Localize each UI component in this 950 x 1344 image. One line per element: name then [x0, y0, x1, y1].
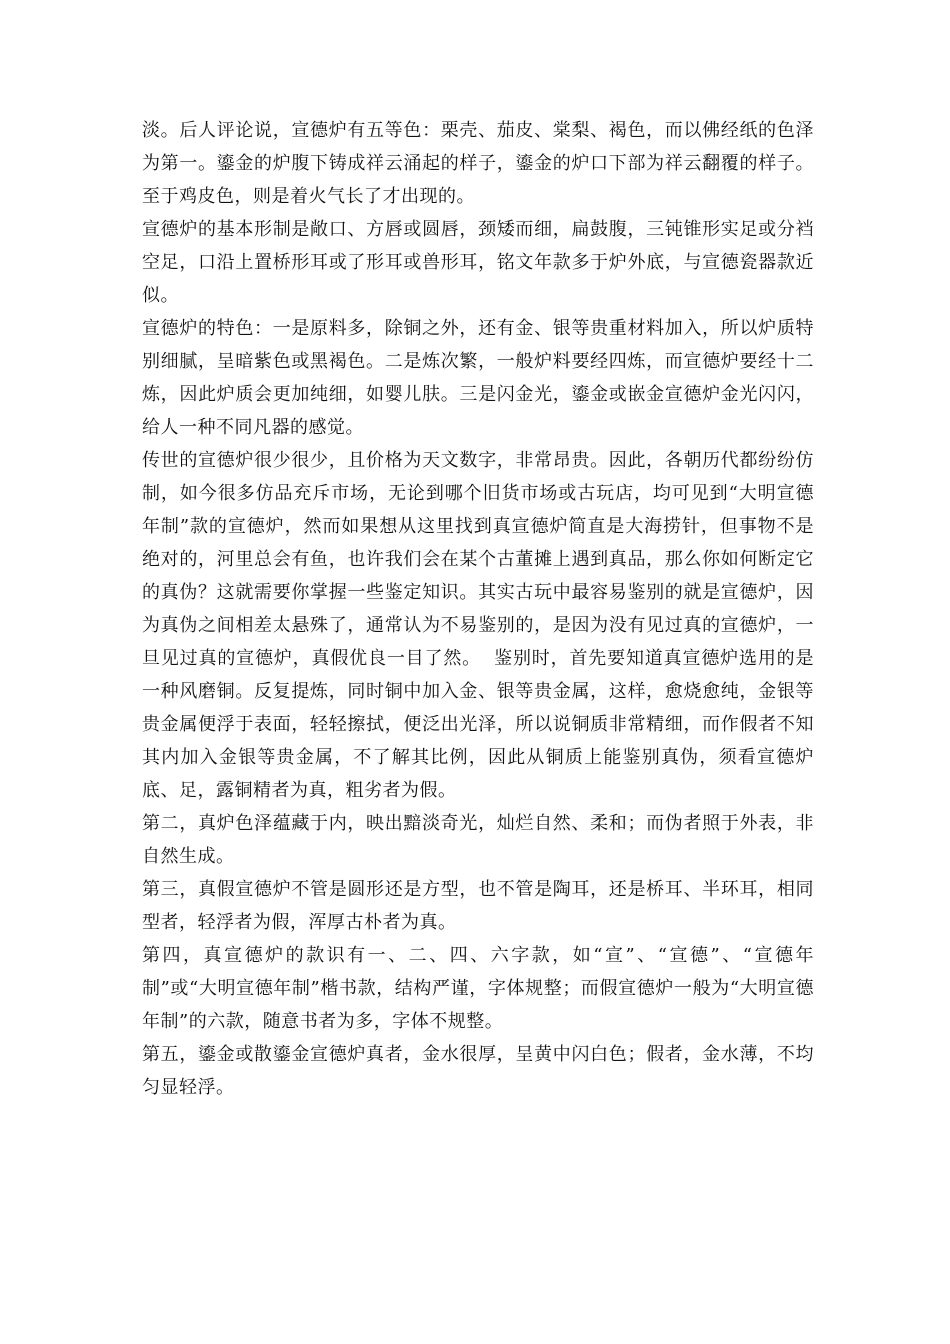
paragraph-7: 第四，真宣德炉的款识有一、二、四、六字款，如“宣”、“宣德”、“宣德年制”或“大明宣德年制”楷书款，结构严谨，字体规整；而假宣德炉一般为“大明宣德年制”的六款，随意书者为多，字体不规整。 [142, 945, 814, 1032]
document-body [142, 114, 814, 1104]
paragraph-4: 传世的宣德炉很少很少，且价格为天文数字，非常昂贵。因此，各朝历代都纷纷仿制，如今很多仿品充斥市场，无论到哪个旧货市场或古玩店，均可见到“大明宣德年制”款的宣德炉，然而如果想从这里找到真宣德炉简直是大海捞针，但事物不是绝对的，河里总会有鱼，也许我们会在某个古董摊上遇到真品，那么你如何断定它的真伪？这就需要你掌握一些鉴定知识。其实古玩中最容易鉴别的就是宣德炉，因为真伪之间相差太悬殊了，通常认为不易鉴别的，是因为没有见过真的宣德炉，一旦见过真的宣德炉，真假优良一目了然。 鉴别时，首先要知道真宣德炉选用的是一种风磨铜。反复提炼，同时铜中加入金、银等贵金属，这样，愈烧愈纯，金银等贵金属便浮于表面，轻轻擦拭，便泛出光泽，所以说铜质非常精细，而作假者不知其内加入金银等贵金属，不了解其比例，因此从铜质上能鉴别真伪，须看宣德炉底、足，露铜精者为真，粗劣者为假。 [142, 450, 814, 801]
paragraph-5: 第二，真炉色泽蕴藏于内，映出黯淡奇光，灿烂自然、柔和；而伪者照于外表，非自然生成。 [142, 813, 814, 867]
paragraph-2: 宣德炉的基本形制是敞口、方唇或圆唇，颈矮而细，扁鼓腹，三钝锥形实足或分裆空足，口沿上置桥形耳或了形耳或兽形耳，铭文年款多于炉外底，与宣德瓷器款近似。 [142, 219, 814, 306]
paragraph-8: 第五，鎏金或散鎏金宣德炉真者，金水很厚，呈黄中闪白色；假者，金水薄，不均匀显轻浮。 [142, 1044, 814, 1098]
paragraph-6: 第三，真假宣德炉不管是圆形还是方型，也不管是陶耳，还是桥耳、半环耳，相同型者，轻浮者为假，浑厚古朴者为真。 [142, 879, 814, 933]
paragraph-1: 淡。后人评论说，宣德炉有五等色：栗壳、茄皮、棠梨、褐色，而以佛经纸的色泽为第一。鎏金的炉腹下铸成祥云涌起的样子，鎏金的炉口下部为祥云翻覆的样子。至于鸡皮色，则是着火气长了才出现的。 [142, 120, 814, 207]
paragraph-3: 宣德炉的特色：一是原料多，除铜之外，还有金、银等贵重材料加入，所以炉质特别细腻，呈暗紫色或黑褐色。二是炼次繁，一般炉料要经四炼，而宣德炉要经十二炼，因此炉质会更加纯细，如婴儿肤。三是闪金光，鎏金或嵌金宣德炉金光闪闪，给人一种不同凡器的感觉。 [142, 318, 814, 438]
